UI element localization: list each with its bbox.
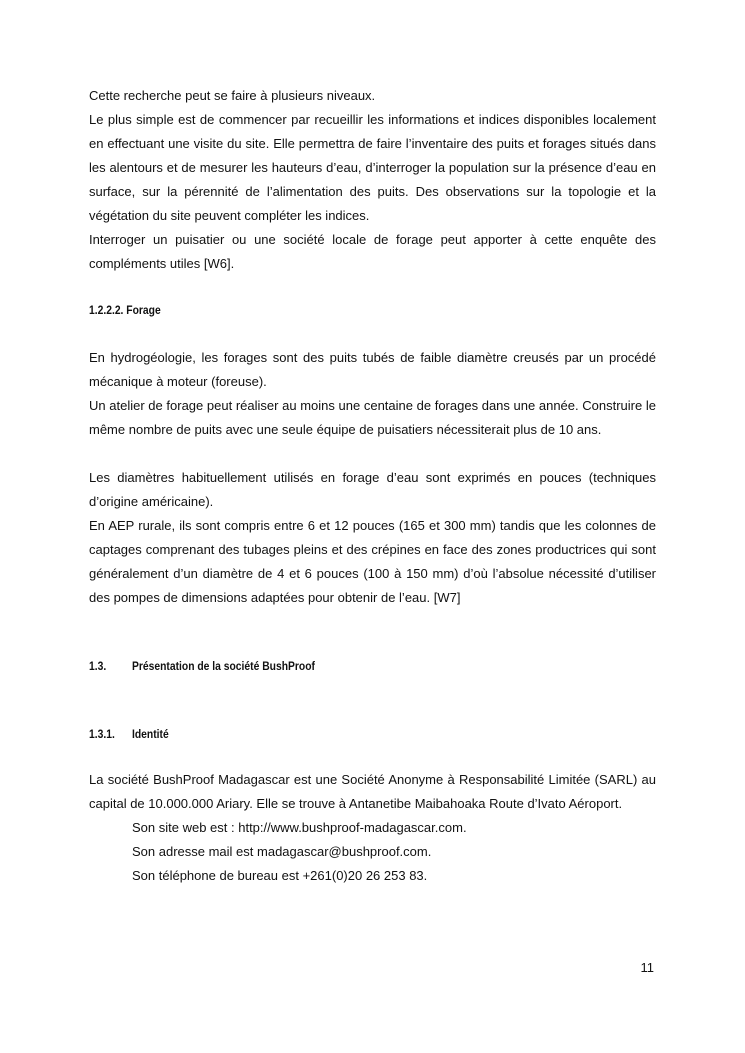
contact-phone: Son téléphone de bureau est +261(0)20 26 253 83. — [132, 868, 428, 883]
spacer — [89, 610, 656, 654]
heading-forage: 1.2.2.2. Forage — [89, 303, 161, 317]
page-content — [89, 84, 656, 888]
spacer — [89, 442, 656, 466]
paragraph: Un atelier de forage peut réaliser au moins une centaine de forages dans une année. Construire le même nombre de puits avec une seule équipe de puisatiers nécessiterait plus de 10 ans. — [89, 398, 656, 437]
paragraph: La société BushProof Madagascar est une Société Anonyme à Responsabilité Limitée (SARL) au capital de 10.000.000 Ariary. Elle se trouve à Antanetibe Maibahoaka Route d’Ivato Aéroport. — [89, 772, 656, 811]
spacer — [89, 276, 656, 298]
contact-email: Son adresse mail est madagascar@bushproof.com. — [132, 844, 432, 859]
heading-title: Présentation de la société BushProof — [132, 659, 315, 673]
heading-number: 1.3. — [89, 659, 107, 673]
spacer — [89, 678, 656, 722]
heading-number: 1.3.1. — [89, 727, 115, 741]
paragraph: Cette recherche peut se faire à plusieurs niveaux. — [89, 88, 376, 103]
paragraph: Interroger un puisatier ou une société locale de forage peut apporter à cette enquête des compléments utiles [W6]. — [89, 232, 656, 271]
spacer — [89, 746, 656, 768]
paragraph: En hydrogéologie, les forages sont des puits tubés de faible diamètre creusés par un procédé mécanique à moteur (foreuse). — [89, 350, 656, 389]
heading-title: Identité — [132, 727, 169, 741]
paragraph: En AEP rurale, ils sont compris entre 6 et 12 pouces (165 et 300 mm) tandis que les colonnes de captages comprenant des tubages pleins et des crépines en face des zones productrices qui sont généralement d’un diamètre de 4 et 6 pouces (100 à 150 mm) d’où l’absolue nécessité d’utiliser des pompes de dimensions adaptées pour obtenir de l’eau. [W7] — [89, 518, 656, 605]
heading-identite — [89, 722, 577, 746]
heading-presentation — [89, 654, 577, 678]
contact-website: Son site web est : http://www.bushproof-madagascar.com. — [132, 820, 467, 835]
paragraph: Le plus simple est de commencer par recueillir les informations et indices disponibles localement en effectuant une visite du site. Elle permettra de faire l’inventaire des puits et forages situés dans les alentours et de mesurer les hauteurs d’eau, d’interroger la population sur la présence d’eau en surface, sur la pérennité de l’alimentation des puits. Des observations sur la topologie et la végétation du site peuvent compléter les indices. — [89, 112, 656, 223]
page-number: 11 — [640, 960, 654, 975]
spacer — [89, 322, 656, 346]
paragraph: Les diamètres habituellement utilisés en forage d’eau sont exprimés en pouces (techniques d’origine américaine). — [89, 470, 656, 509]
